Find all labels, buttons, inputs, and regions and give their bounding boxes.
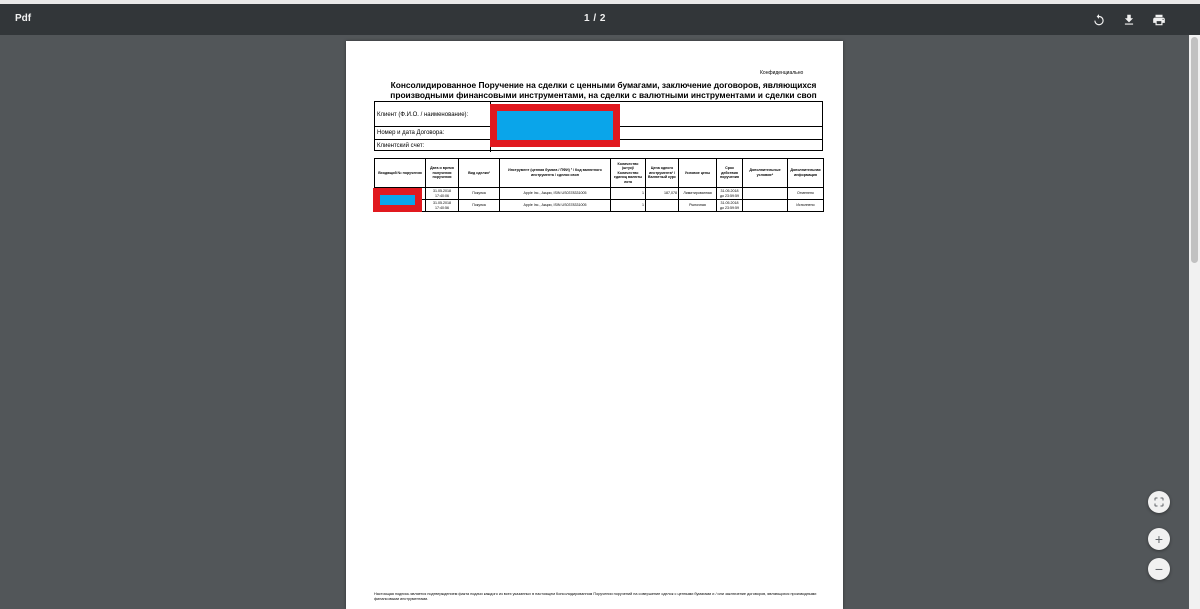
zoom-out-button[interactable] xyxy=(1148,558,1170,580)
table-cell: Лимитированная xyxy=(679,188,717,200)
download-icon xyxy=(1122,13,1136,27)
header-cell: Вид сделки¹ xyxy=(459,159,500,188)
fit-to-page-button[interactable] xyxy=(1148,491,1170,513)
table-row xyxy=(375,200,824,212)
pdf-page xyxy=(346,41,843,609)
table-cell: 1 xyxy=(611,188,646,200)
zoom-out-icon: − xyxy=(1154,561,1164,577)
zoom-in-icon: + xyxy=(1154,531,1164,547)
scrollbar-thumb[interactable] xyxy=(1191,37,1198,263)
table-cell: 31.05.2018 до 23:59:59 xyxy=(717,200,743,212)
account-label: Клиентский счет: xyxy=(377,143,425,149)
table-cell: Покупка xyxy=(459,188,500,200)
table-row xyxy=(375,188,824,200)
redaction-fill xyxy=(497,111,613,140)
table-cell: Покупка xyxy=(459,200,500,212)
zoom-in-button[interactable] xyxy=(1148,528,1170,550)
vertical-scrollbar[interactable] xyxy=(1189,35,1200,609)
document-heading-line-2: производными финансовыми инструментами, на сделки с валютными инструментами и сделки своп xyxy=(390,90,817,100)
header-cell: Условие цены xyxy=(679,159,717,188)
table-cell: 31.05.2018 до 23:59:59 xyxy=(717,188,743,200)
download-button[interactable] xyxy=(1119,10,1139,30)
confidential-label: Конфиденциально xyxy=(760,70,804,76)
document-title: Pdf xyxy=(15,13,32,24)
page-indicator: 1 / 2 xyxy=(584,13,606,24)
document-heading xyxy=(366,80,841,100)
rotate-icon xyxy=(1092,13,1106,27)
orders-table xyxy=(374,158,824,212)
header-cell: Дата и время получения поручения xyxy=(426,159,459,188)
signature-footnote: Настоящая подпись является подтверждением факта подачи каждого из всех указанных в настоящем Консолидированном Поручении поручений на совершение сделок с ценными бумагами и / или заключение договоров, являющихся производными финансовыми инструментами. xyxy=(374,592,817,601)
header-cell: Цена одного инструмента³ / Валютный курс xyxy=(646,159,679,188)
table-cell xyxy=(743,200,788,212)
client-name-redaction xyxy=(490,104,620,147)
table-cell: Apple Inc., Акции, ISIN US0378331005 xyxy=(500,188,611,200)
header-cell: Дополнительные условия⁴ xyxy=(743,159,788,188)
document-heading-line-1: Консолидированное Поручение на сделки с ценными бумагами, заключение договоров, являющихся xyxy=(390,80,817,90)
table-cell xyxy=(646,200,679,212)
table-cell: 31.05.2018 17:40:06 xyxy=(426,188,459,200)
header-cell: Дополнительная информация xyxy=(788,159,824,188)
table-cell: Исполнено xyxy=(788,200,824,212)
print-icon xyxy=(1152,13,1166,27)
table-cell: Apple Inc., Акции, ISIN US0378331005 xyxy=(500,200,611,212)
order-number-redaction xyxy=(373,188,422,212)
rotate-button[interactable] xyxy=(1089,10,1109,30)
table-cell: 31.05.2018 17:40:56 xyxy=(426,200,459,212)
table-cell: Рыночная xyxy=(679,200,717,212)
table-cell: Отменено xyxy=(788,188,824,200)
header-cell: Количество (штук)/ Количество единиц валюты лота xyxy=(611,159,646,188)
table-header-row xyxy=(375,159,824,188)
table-cell: 1 xyxy=(611,200,646,212)
table-cell xyxy=(743,188,788,200)
print-button[interactable] xyxy=(1149,10,1169,30)
table-cell: 187,078 xyxy=(646,188,679,200)
header-cell: Инструмент (ценная бумага / ПФИ) ² / Код валютного инструмента / сделки своп xyxy=(500,159,611,188)
header-cell: Срок действия поручения xyxy=(717,159,743,188)
client-label: Клиент (Ф.И.О. / наименование): xyxy=(377,112,469,118)
contract-label: Номер и дата Договора: xyxy=(377,130,445,136)
header-cell: Входящий № поручения xyxy=(375,159,426,188)
fit-to-page-icon xyxy=(1153,496,1165,508)
redaction-fill xyxy=(380,195,415,205)
pdf-toolbar xyxy=(0,4,1200,35)
